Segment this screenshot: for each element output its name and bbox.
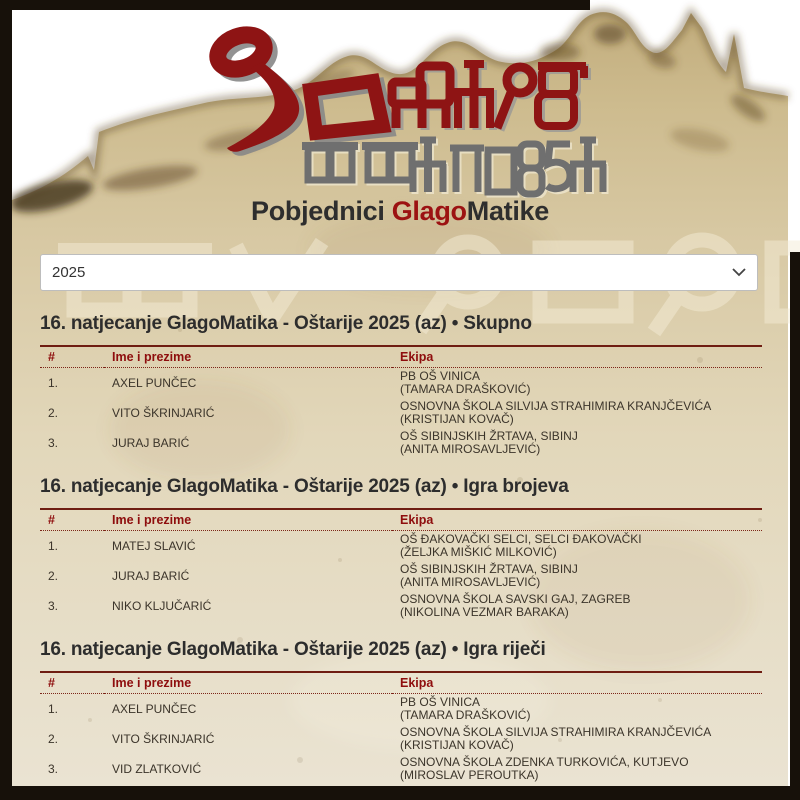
team-name: OŠ ĐAKOVAČKI SELCI, SELCI ĐAKOVAČKI (400, 532, 642, 546)
mentor-name: (ANITA MIROSAVLJEVIĆ) (400, 442, 541, 456)
rank-cell: 1. (48, 701, 59, 716)
name-cell: AXEL PUNČEC (112, 375, 197, 390)
team-cell (392, 561, 762, 591)
name-cell: MATEJ SLAVIĆ (112, 538, 196, 553)
column-header-name: Ime i prezime (104, 346, 392, 368)
team-cell (392, 754, 762, 784)
mentor-name: (KRISTIJAN KOVAČ) (400, 412, 514, 426)
table-header-row (40, 509, 762, 531)
name-cell: AXEL PUNČEC (112, 701, 197, 716)
column-header-name: Ime i prezime (104, 509, 392, 531)
mentor-name: (TAMARA DRAŠKOVIĆ) (400, 382, 531, 396)
page-title-accent: Glago (391, 196, 467, 226)
page-title (0, 196, 800, 227)
year-select-wrap (40, 254, 758, 291)
table-row (40, 754, 762, 784)
column-header-team: Ekipa (392, 346, 762, 368)
team-name: PB OŠ VINICA (400, 695, 481, 709)
table-row (40, 724, 762, 754)
team-cell (392, 428, 762, 458)
mentor-name: (ANITA MIROSAVLJEVIĆ) (400, 575, 541, 589)
section-heading: 16. natjecanje GlagoMatika - Oštarije 2025 (az) • Igra riječi (40, 639, 546, 660)
table-row (40, 561, 762, 591)
mentor-name: (KRISTIJAN KOVAČ) (400, 738, 514, 752)
name-cell: JURAJ BARIĆ (112, 435, 190, 450)
rank-cell: 1. (48, 375, 59, 390)
table-row (40, 531, 762, 562)
page-title-prefix: Pobjednici (251, 196, 392, 226)
rank-cell: 3. (48, 435, 59, 450)
team-name: PB OŠ VINICA (400, 369, 481, 383)
logo-gray-row (302, 140, 606, 194)
section-skupno (40, 312, 762, 458)
team-cell (392, 591, 762, 621)
page-title-suffix: Matike (466, 196, 549, 226)
section-igra-rijeci (40, 638, 762, 784)
team-cell (392, 398, 762, 428)
team-cell (392, 694, 762, 725)
team-name: OŠ SIBINJSKIH ŽRTAVA, SIBINJ (400, 562, 578, 576)
rank-cell: 3. (48, 761, 59, 776)
name-cell: VITO ŠKRINJARIĆ (112, 405, 215, 420)
rank-cell: 1. (48, 538, 59, 553)
team-name: OŠ SIBINJSKIH ŽRTAVA, SIBINJ (400, 429, 578, 443)
column-header-team: Ekipa (392, 672, 762, 694)
column-header-rank: # (40, 346, 104, 368)
column-header-name: Ime i prezime (104, 672, 392, 694)
name-cell: JURAJ BARIĆ (112, 568, 190, 583)
table-header-row (40, 346, 762, 368)
team-name: OSNOVNA ŠKOLA ZDENKA TURKOVIĆA, KUTJEVO (400, 755, 689, 769)
results-table (40, 671, 762, 784)
table-row (40, 428, 762, 458)
table-row (40, 694, 762, 725)
mentor-name: (NIKOLINA VEZMAR BARAKA) (400, 605, 569, 619)
rank-cell: 2. (48, 731, 59, 746)
section-heading: 16. natjecanje GlagoMatika - Oštarije 2025 (az) • Igra brojeva (40, 476, 569, 497)
section-igra-brojeva (40, 475, 762, 621)
name-cell: VID ZLATKOVIĆ (112, 761, 202, 776)
name-cell: NIKO KLJUČARIĆ (112, 598, 212, 613)
logo-initial-glyph (213, 29, 383, 152)
table-row (40, 368, 762, 399)
team-name: OSNOVNA ŠKOLA SAVSKI GAJ, ZAGREB (400, 592, 631, 606)
team-name: OSNOVNA ŠKOLA SILVIJA STRAHIMIRA KRANJČEVIĆA (400, 725, 712, 739)
name-cell: VITO ŠKRINJARIĆ (112, 731, 215, 746)
mentor-name: (ŽELJKA MIŠKIĆ MILKOVIĆ) (400, 545, 557, 559)
table-row (40, 591, 762, 621)
glagomatika-logo (198, 26, 610, 198)
section-heading: 16. natjecanje GlagoMatika - Oštarije 2025 (az) • Skupno (40, 313, 532, 334)
year-select[interactable] (40, 254, 758, 291)
column-header-team: Ekipa (392, 509, 762, 531)
team-cell (392, 724, 762, 754)
logo-red-row (392, 64, 586, 128)
table-row (40, 398, 762, 428)
rank-cell: 3. (48, 598, 59, 613)
mentor-name: (TAMARA DRAŠKOVIĆ) (400, 708, 531, 722)
results-table (40, 508, 762, 621)
team-cell (392, 531, 762, 562)
mentor-name: (MIROSLAV PEROUTKA) (400, 768, 539, 782)
rank-cell: 2. (48, 405, 59, 420)
rank-cell: 2. (48, 568, 59, 583)
table-header-row (40, 672, 762, 694)
glagolitic-logo-glyphs (198, 26, 610, 198)
results-main (40, 312, 762, 784)
column-header-rank: # (40, 509, 104, 531)
team-cell (392, 368, 762, 399)
results-table (40, 345, 762, 458)
column-header-rank: # (40, 672, 104, 694)
team-name: OSNOVNA ŠKOLA SILVIJA STRAHIMIRA KRANJČEVIĆA (400, 399, 712, 413)
